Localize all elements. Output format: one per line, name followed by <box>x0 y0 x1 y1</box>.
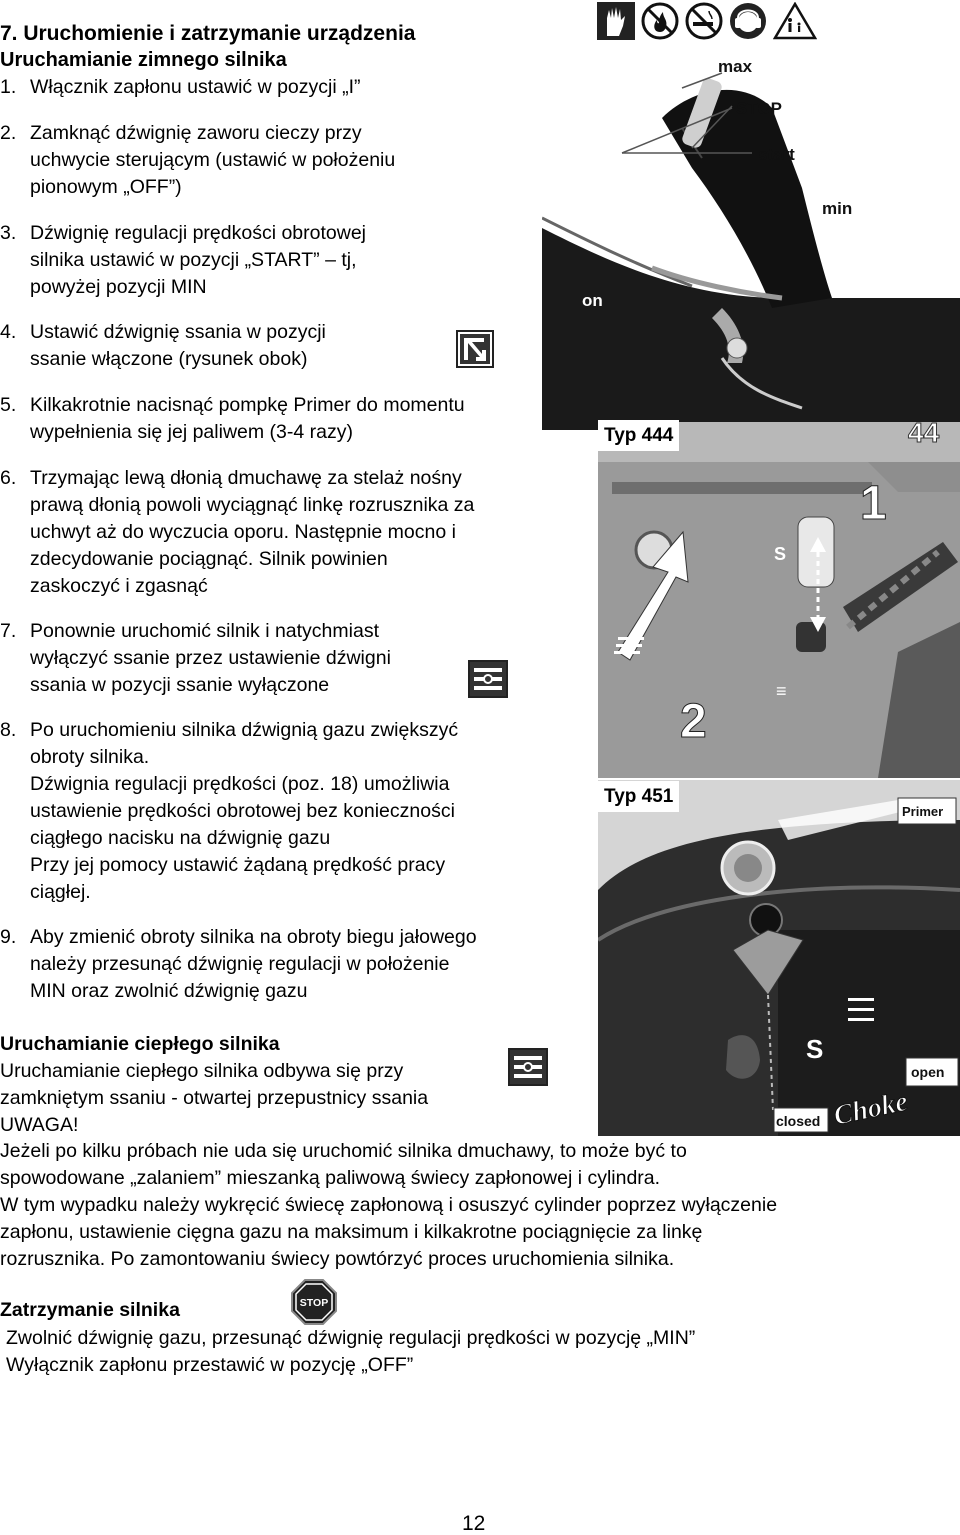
warning-line: W tym wypadku należy wykręcić świecę zapłonową i osuszyć cylinder poprzez wyłączenie <box>0 1194 778 1216</box>
bystander-warning-icon <box>773 2 817 40</box>
stop-line: Zwolnić dźwignię gazu, przesunąć dźwignię regulacji prędkości w pozycję „MIN” <box>6 1327 696 1349</box>
svg-text:S: S <box>806 1034 824 1064</box>
step-number: 1. <box>0 76 17 98</box>
choke-label: Choke <box>831 1085 911 1132</box>
type-444-caption: Typ 444 <box>598 420 679 451</box>
handle-photo <box>542 48 960 430</box>
step-number: 4. <box>0 321 17 343</box>
primer-label: Primer <box>902 804 944 819</box>
step-line: MIN oraz zwolnić dźwignię gazu <box>30 980 308 1002</box>
label-stop: STOP <box>736 99 782 118</box>
step-number: 5. <box>0 394 17 416</box>
step-line: należy przesunąć dźwignię regulacji w położenie <box>30 953 450 975</box>
step-line: zdecydowanie pociągnąć. Silnik powinien <box>30 548 388 570</box>
section-title: 7. Uruchomienie i zatrzymanie urządzenia <box>0 22 416 45</box>
label-on: on <box>582 291 603 310</box>
step-line: zaskoczyć i zgasnąć <box>30 575 208 597</box>
step-line: Dźwignia regulacji prędkości (poz. 18) umożliwia <box>30 773 450 795</box>
stop-sign-label: STOP <box>299 1297 329 1309</box>
step-line: Aby zmienić obroty silnika na obroty biegu jałowego <box>30 926 477 948</box>
stop-text <box>6 1325 695 1379</box>
step-line: silnika ustawić w pozycji „START” – tj, <box>30 249 357 271</box>
step-line: ssania w pozycji ssanie wyłączone <box>30 674 330 696</box>
step-line: powyżej pozycji MIN <box>30 276 207 298</box>
type-corner-label: 44 <box>908 422 940 448</box>
open-label: open <box>911 1064 945 1080</box>
step-line: Po uruchomieniu silnika dźwignią gazu zwiększyć <box>30 719 459 741</box>
step-line: wypełnienia się jej paliwem (3-4 razy) <box>30 421 353 443</box>
type-451-caption: Typ 451 <box>598 781 679 812</box>
step-number: 2. <box>0 122 17 144</box>
step-line: ssanie włączone (rysunek obok) <box>30 348 308 370</box>
warning-text <box>0 1138 777 1273</box>
gloves-icon <box>597 2 635 40</box>
type-451-photo <box>598 780 960 1136</box>
warm-start-title: Uruchamianie ciepłego silnika <box>0 1033 280 1055</box>
warm-start-line: Uruchamianie ciepłego silnika odbywa się przy <box>0 1060 404 1082</box>
step-line: uchwycie sterującym (ustawić w położeniu <box>30 149 396 171</box>
step-line: Dźwignię regulacji prędkości obrotowej <box>30 222 366 244</box>
no-fire-icon <box>641 2 679 40</box>
no-smoking-icon <box>685 2 723 40</box>
step-line: pionowym „OFF”) <box>30 176 182 198</box>
badge-1: 1 <box>860 477 887 530</box>
warm-start-line: zamkniętym ssaniu - otwartej przepustnicy ssania <box>0 1087 429 1109</box>
page-number: 12 <box>462 1512 486 1535</box>
warning-line: Jeżeli po kilku próbach nie uda się uruchomić silnika dmuchawy, to może być to <box>0 1140 687 1162</box>
step-line: prawą dłonią powoli wyciągnąć linkę rozrusznika za <box>30 494 475 516</box>
step-line: ciągłej. <box>30 881 91 903</box>
label-min: min <box>822 199 853 218</box>
label-off: off <box>704 219 726 238</box>
step-number: 9. <box>0 926 17 948</box>
step-line: Przy jej pomocy ustawić żądaną prędkość pracy <box>30 854 446 876</box>
step-line: uchwyt aż do wyczucia oporu. Następnie mocno i <box>30 521 456 543</box>
warning-line: spowodowane „zalaniem” mieszanką paliwową świecy zapłonowej i cylindra. <box>0 1167 661 1189</box>
label-max: max <box>718 57 753 76</box>
svg-text:S: S <box>774 544 787 564</box>
choke-off-icon <box>468 660 508 706</box>
step-line: wyłączyć ssanie przez ustawienie dźwigni <box>30 647 391 669</box>
closed-label: closed <box>776 1113 821 1129</box>
safety-icons <box>597 2 817 40</box>
step-number: 3. <box>0 222 17 244</box>
badge-2: 2 <box>680 695 707 748</box>
step-line: ustawienie prędkości obrotowej bez konieczności <box>30 800 455 822</box>
type-444-photo <box>598 422 960 778</box>
choke-on-icon <box>456 330 494 376</box>
step-line: Ustawić dźwignię ssania w pozycji <box>30 321 326 343</box>
warm-start-text <box>0 1058 428 1112</box>
step-number: 8. <box>0 719 17 741</box>
choke-off-icon <box>508 1048 548 1094</box>
step-line: Włącznik zapłonu ustawić w pozycji „I” <box>30 76 361 98</box>
step-number: 6. <box>0 467 17 489</box>
stop-title: Zatrzymanie silnika <box>0 1299 180 1321</box>
step-line: Kilkakrotnie nacisnąć pompkę Primer do momentu <box>30 394 465 416</box>
warning-title: UWAGA! <box>0 1114 79 1136</box>
step-line: ciągłego nacisku na dźwignię gazu <box>30 827 331 849</box>
stop-line: Wyłącznik zapłonu przestawić w pozycję „OFF” <box>6 1354 414 1376</box>
step-line: Ponownie uruchomić silnik i natychmiast <box>30 620 379 642</box>
label-start: start <box>758 145 795 164</box>
step-line: Zamknąć dźwignię zaworu cieczy przy <box>30 122 362 144</box>
svg-text:≡: ≡ <box>776 681 787 701</box>
warning-line: rozrusznika. Po zamontowaniu świecy powtórzyć proces uruchomienia silnika. <box>0 1248 675 1270</box>
step-line: obroty silnika. <box>30 746 150 768</box>
step-line: Trzymając lewą dłonią dmuchawę za stelaż nośny <box>30 467 462 489</box>
ear-protection-icon <box>729 2 767 40</box>
cold-start-title: Uruchamianie zimnego silnika <box>0 49 287 71</box>
warning-line: zapłonu, ustawienie cięgna gazu na maksimum i kilkakrotne pociągnięcie za linkę <box>0 1221 703 1243</box>
step-number: 7. <box>0 620 17 642</box>
